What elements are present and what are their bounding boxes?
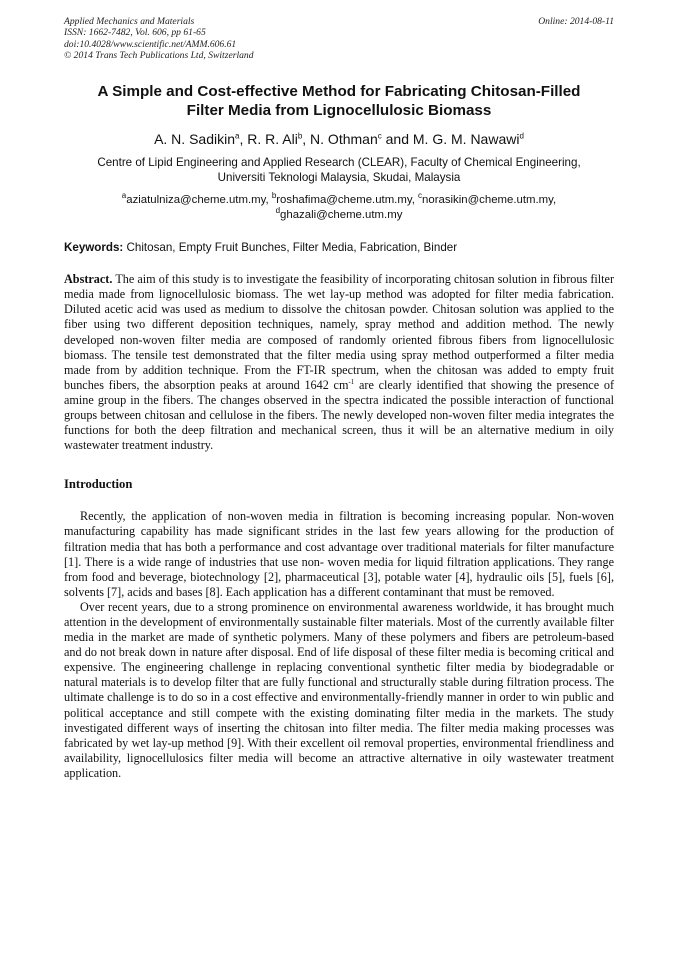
email-address[interactable]: aziatulniza@cheme.utm.my — [126, 194, 266, 206]
email-address[interactable]: ghazali@cheme.utm.my — [280, 208, 403, 221]
author-sep: , — [302, 131, 311, 147]
email-address[interactable]: norasikin@cheme.utm.my, — [422, 194, 557, 206]
title-line-1: A Simple and Cost-effective Method for Fabricating Chitosan-Filled — [97, 83, 581, 100]
online-date: Online: 2014-08-11 — [538, 16, 614, 27]
journal-name: Applied Mechanics and Materials — [64, 16, 195, 27]
paper-title — [64, 82, 614, 120]
email-sep: , — [411, 194, 419, 206]
copyright-line: © 2014 Trans Tech Publications Ltd, Switzerland — [64, 50, 254, 62]
email-sup: b — [271, 191, 277, 201]
journal-header — [64, 16, 614, 66]
abstract — [64, 272, 614, 453]
doi-line: doi:10.4028/www.scientific.net/AMM.606.61 — [64, 38, 237, 50]
author-list — [64, 130, 614, 148]
title-line-2: Filter Media from Lignocellulosic Biomass — [186, 102, 492, 119]
author-sup: c — [377, 131, 382, 141]
keywords — [64, 240, 614, 255]
abstract-sup: -1 — [348, 377, 355, 386]
email-line-2 — [64, 205, 614, 223]
author-sup: b — [297, 131, 303, 141]
author-sep: , — [239, 131, 248, 147]
journal-info — [64, 16, 254, 62]
author-name: A. N. Sadikin — [154, 131, 235, 147]
email-address[interactable]: roshafima@cheme.utm.my — [276, 194, 412, 206]
intro-paragraph-1: Recently, the application of non-woven media in filtration is becoming increasing popular. Non-woven manufacturing capability has made significant strides in the last few years allowing for the production of filtration media that has both a performance and cost advantage over traditional materials for filter manufacture [1]. There is a wide range of industries that use non- woven media for liquid filtration applications. They range from food and beverage, biotechnology [2], pharmaceutical [3], potable water [4], hydraulic oils [5], fuels [6], solvents [7], acids and bases [8]. Each application has a different contaminant that must be removed. — [64, 509, 614, 599]
intro-paragraph-2: Over recent years, due to a strong prominence on environmental awareness worldwide, it has brought much attention in the development of environmentally sustainable filter materials. Most of the currently available filter media in the market are made of synthetic polymers. Many of these polymers and fibers are petroleum-based and do not break down in nature after disposal. End of life disposal of these filter media is becoming critical and expensive. The engineering challenge in replacing conventional synthetic filter media by biodegradable or natural materials is to develop filter that are fully functional and structurally stable during filtration process. The ultimate challenge is to do so in a cost effective and environmentally-friendly manner in order to win public and political acceptance and still compete with the existing dominating filter media in the markets. The study investigated different ways of inserting the chitosan into filter media. The filter media making processes was fabricated by wet lay-up method [9]. With their excellent oil removal properties, environmental friendliness and availability, lignocellulosics filter media will become an attractive alternative in oily wastewater treatment application. — [64, 599, 614, 780]
author-name: M. G. M. Nawawi — [412, 131, 520, 147]
email-sup: d — [275, 205, 281, 215]
affiliation-line-2: Universiti Teknologi Malaysia, Skudai, Malaysia — [217, 171, 461, 184]
abstract-text-cont: are clearly identified that showing the presence of amine group in the fibers. The changes observed in the spectra indicated the possible interaction of functional groups between chitosan and cellulose in the fibers. The newly developed non-woven filter media integrates the functions for both the deep filtration and mechanical screen, thus it will be an alternative medium in oily wastewater treatment industry. — [64, 377, 614, 453]
author-name: R. R. Ali — [247, 131, 298, 147]
email-sup: a — [121, 191, 127, 201]
issn-line: ISSN: 1662-7482, Vol. 606, pp 61-65 — [64, 27, 206, 39]
section-heading-introduction: Introduction — [64, 477, 133, 492]
paper-page — [64, 16, 614, 781]
abstract-text: The aim of this study is to investigate the feasibility of incorporating chitosan solution in fibrous filter media made from lignocellulosic biomass. The wet lay-up method was adopted for filter media fabrication. Diluted acetic acid was used as medium to dissolve the chitosan powder. Chitosan solution was applied to the fiber using two different deposition techniques, namely, spray method and addition method. The newly developed non-woven filter media are composed of randomly oriented fibrous fibers from lignocellulosic biomass. The tensile test demonstrated that the filter media using spray method outperformed a filter media made from by addition technique. From the FT-IR spectrum, when the chitosan was added to empty fruit bunches fibers, the absorption peaks at around 1642 cm — [64, 272, 614, 392]
keywords-label: Keywords: — [64, 241, 124, 255]
email-sep: , — [265, 194, 272, 206]
author-sep: and — [381, 131, 413, 147]
affiliation — [64, 155, 614, 185]
author-sup: a — [235, 131, 240, 141]
author-sup: d — [519, 131, 524, 141]
email-sup: c — [418, 191, 423, 201]
abstract-label: Abstract. — [64, 272, 113, 287]
email-line-1 — [64, 193, 614, 208]
keywords-text: Chitosan, Empty Fruit Bunches, Filter Media, Fabrication, Binder — [126, 241, 458, 255]
affiliation-line-1: Centre of Lipid Engineering and Applied Research (CLEAR), Faculty of Chemical Engineering, — [97, 156, 581, 169]
email-list — [64, 193, 614, 222]
author-name: N. Othman — [310, 131, 378, 147]
